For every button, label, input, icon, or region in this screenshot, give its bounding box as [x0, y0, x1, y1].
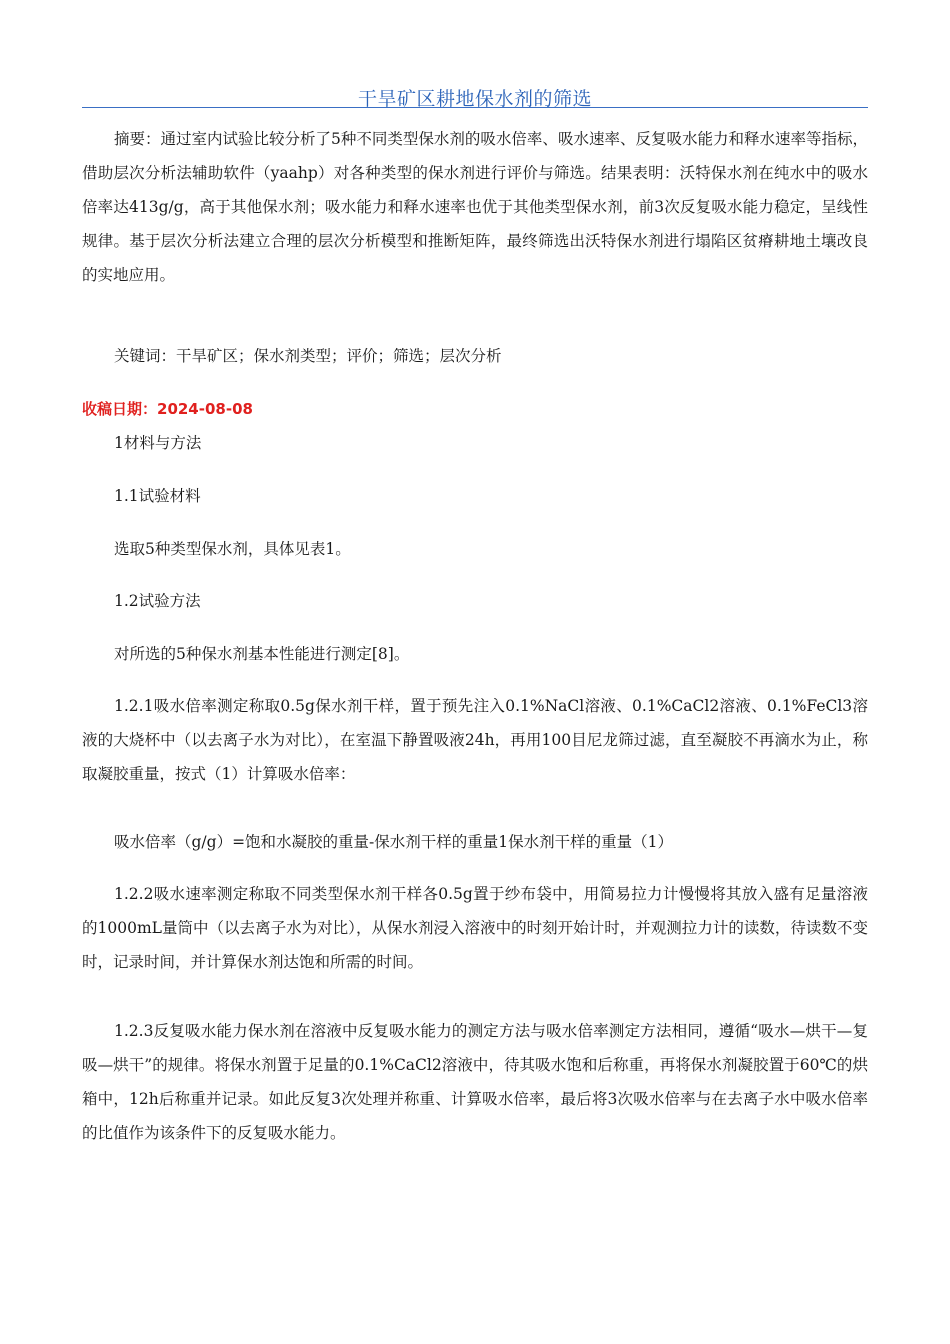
abstract: 摘要：通过室内试验比较分析了5种不同类型保水剂的吸水倍率、吸水速率、反复吸水能力和释水速率等指标，借助层次分析法辅助软件（yaahp）对各种类型的保水剂进行评价与筛选。结果表明：沃特保水剂在纯水中的吸水倍率达413g/g，高于其他保水剂；吸水能力和释水速率也优于其他类型保水剂，前3次反复吸水能力稳定，呈线性规律。基于层次分析法建立合理的层次分析模型和推断矩阵，最终筛选出沃特保水剂进行塌陷区贫瘠耕地土壤改良的实地应用。	[82, 130, 868, 284]
section-heading-1-1: 1.1试验材料	[114, 487, 201, 505]
keywords: 关键词：干旱矿区；保水剂类型；评价；筛选；层次分析	[114, 347, 502, 365]
received-date: 收稿日期：2024-08-08	[82, 400, 253, 418]
section-heading-1-2: 1.2试验方法	[114, 592, 201, 610]
paragraph-materials: 选取5种类型保水剂，具体见表1。	[114, 540, 351, 558]
paragraph-absorption-rate: 1.2.1吸水倍率测定称取0.5g保水剂干样，置于预先注入0.1%NaCl溶液、0.1%CaCl2溶液、0.1%FeCl3溶液的大烧杯中（以去离子水为对比），在室温下静置吸液24h，再用100目尼龙筛过滤，直至凝胶不再滴水为止，称取凝胶重量，按式（1）计算吸水倍率：	[82, 697, 868, 783]
formula-absorption-rate: 吸水倍率（g/g）=饱和水凝胶的重量-保水剂干样的重量1保水剂干样的重量（1）	[114, 833, 674, 851]
paragraph-absorption-speed: 1.2.2吸水速率测定称取不同类型保水剂干样各0.5g置于纱布袋中，用简易拉力计慢慢将其放入盛有足量溶液的1000mL量筒中（以去离子水为对比），从保水剂浸入溶液中的时刻开始计时，并观测拉力计的读数，待读数不变时，记录时间，并计算保水剂达饱和所需的时间。	[82, 885, 868, 971]
title-divider	[82, 107, 868, 108]
section-heading-1: 1材料与方法	[114, 434, 202, 452]
paragraph-methods: 对所选的5种保水剂基本性能进行测定[8]。	[114, 645, 410, 663]
page-title: 干旱矿区耕地保水剂的筛选	[357, 88, 592, 110]
paragraph-repeated-absorption: 1.2.3反复吸水能力保水剂在溶液中反复吸水能力的测定方法与吸水倍率测定方法相同，遵循“吸水—烘干—复吸—烘干”的规律。将保水剂置于足量的0.1%CaCl2溶液中，待其吸水饱和后称重，再将保水剂凝胶置于60℃的烘箱中，12h后称重并记录。如此反复3次处理并称重、计算吸水倍率，最后将3次吸水倍率与在去离子水中吸水倍率的比值作为该条件下的反复吸水能力。	[82, 1022, 868, 1142]
